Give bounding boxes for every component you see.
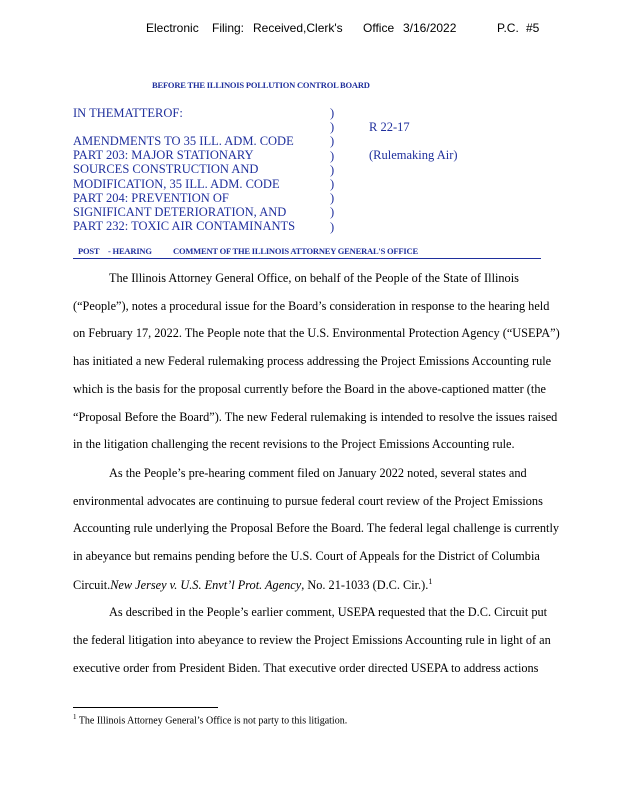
caption-line: PART 203: MAJOR STATIONARY — [73, 148, 254, 163]
filing-label: Filing: — [212, 21, 245, 35]
body-line: in the litigation challenging the recent revisions to the Project Emissions Accounting rule. — [73, 437, 515, 451]
body-line: As the People’s pre-hearing comment filed on January 2022 noted, several states and — [109, 466, 527, 480]
body-line: has initiated a new Federal rulemaking process addressing the Project Emissions Accounting rule — [73, 354, 552, 368]
filing-date: 3/16/2022 — [403, 21, 457, 35]
footnote — [73, 713, 347, 726]
filing-number: #5 — [526, 21, 540, 35]
heading-title: COMMENT OF THE ILLINOIS ATTORNEY GENERAL'S OFFICE — [173, 246, 418, 256]
body-line: As described in the People’s earlier comment, USEPA requested that the D.C. Circuit put — [109, 605, 548, 619]
body-line: environmental advocates are continuing to pursue federal court review of the Project Emissions — [73, 494, 543, 508]
caption-line: PART 232: TOXIC AIR CONTAMINANTS — [73, 219, 296, 234]
heading-underline — [73, 258, 541, 259]
matter-label: IN THEMATTEROF: — [73, 106, 183, 120]
filing-office: Office — [363, 21, 395, 35]
heading-post: POST — [78, 246, 100, 256]
footnote-separator — [73, 707, 218, 708]
paren: ) — [330, 219, 335, 234]
body-line: the federal litigation into abeyance to review the Project Emissions Accounting rule in light of an — [73, 633, 551, 647]
paren: ) — [330, 134, 335, 149]
body-line: executive order from President Biden. That executive order directed USEPA to address actions — [73, 661, 539, 675]
docket-number: R 22-17 — [369, 120, 410, 134]
caption-line: PART 204: PREVENTION OF — [73, 190, 229, 205]
caption-title — [73, 134, 295, 233]
filing-pc: P.C. — [497, 21, 519, 35]
paren: ) — [330, 106, 335, 120]
body-line: on February 17, 2022. The People note that the U.S. Environmental Protection Agency (“USEPA”) — [73, 326, 560, 340]
case-number: , No. 21-1033 (D.C. Cir.). — [301, 578, 429, 593]
paren: ) — [330, 120, 335, 135]
body-line: which is the basis for the proposal currently before the Board in the above-captioned matter (the — [73, 382, 546, 396]
body-line: “Proposal Before the Board”). The new Federal rulemaking is intended to resolve the issues raised — [73, 410, 558, 424]
filing-electronic: Electronic — [146, 21, 199, 35]
footnote-text: The Illinois Attorney General’s Office is not party to this litigation. — [78, 715, 348, 727]
body-line: The Illinois Attorney General Office, on behalf of the People of the State of Illinois — [109, 271, 519, 285]
paren: ) — [330, 205, 335, 220]
docket-type: (Rulemaking Air) — [369, 148, 458, 162]
filing-received: Received,Clerk's — [253, 21, 343, 35]
body-line: in abeyance but remains pending before the U.S. Court of Appeals for the District of Columbia — [73, 549, 540, 563]
footnote-number: 1 — [73, 713, 77, 721]
body-line: Accounting rule underlying the Proposal Before the Board. The federal legal challenge is currently — [73, 521, 560, 535]
caption-line: AMENDMENTS TO 35 ILL. ADM. CODE — [73, 134, 294, 148]
paren: ) — [330, 191, 335, 206]
paren: ) — [330, 177, 335, 192]
body-line: (“People”), notes a procedural issue for the Board’s consideration in response to the hearing held — [73, 299, 550, 313]
citation-circuit: Circuit. — [73, 578, 111, 593]
caption-line: SOURCES CONSTRUCTION AND — [73, 162, 259, 177]
body-line-citation — [73, 577, 432, 593]
caption-line: SIGNIFICANT DETERIORATION, AND — [73, 205, 287, 220]
footnote-marker: 1 — [428, 577, 433, 586]
case-name: New Jersey v. U.S. Envt’l Prot. Agency — [110, 578, 302, 593]
caption-parens — [330, 106, 334, 234]
paren: ) — [330, 148, 335, 163]
caption-line: MODIFICATION, 35 ILL. ADM. CODE — [73, 176, 280, 191]
board-title: BEFORE THE ILLINOIS POLLUTION CONTROL BOARD — [152, 80, 370, 90]
paren: ) — [330, 162, 335, 177]
heading-hearing: - HEARING — [108, 246, 152, 256]
